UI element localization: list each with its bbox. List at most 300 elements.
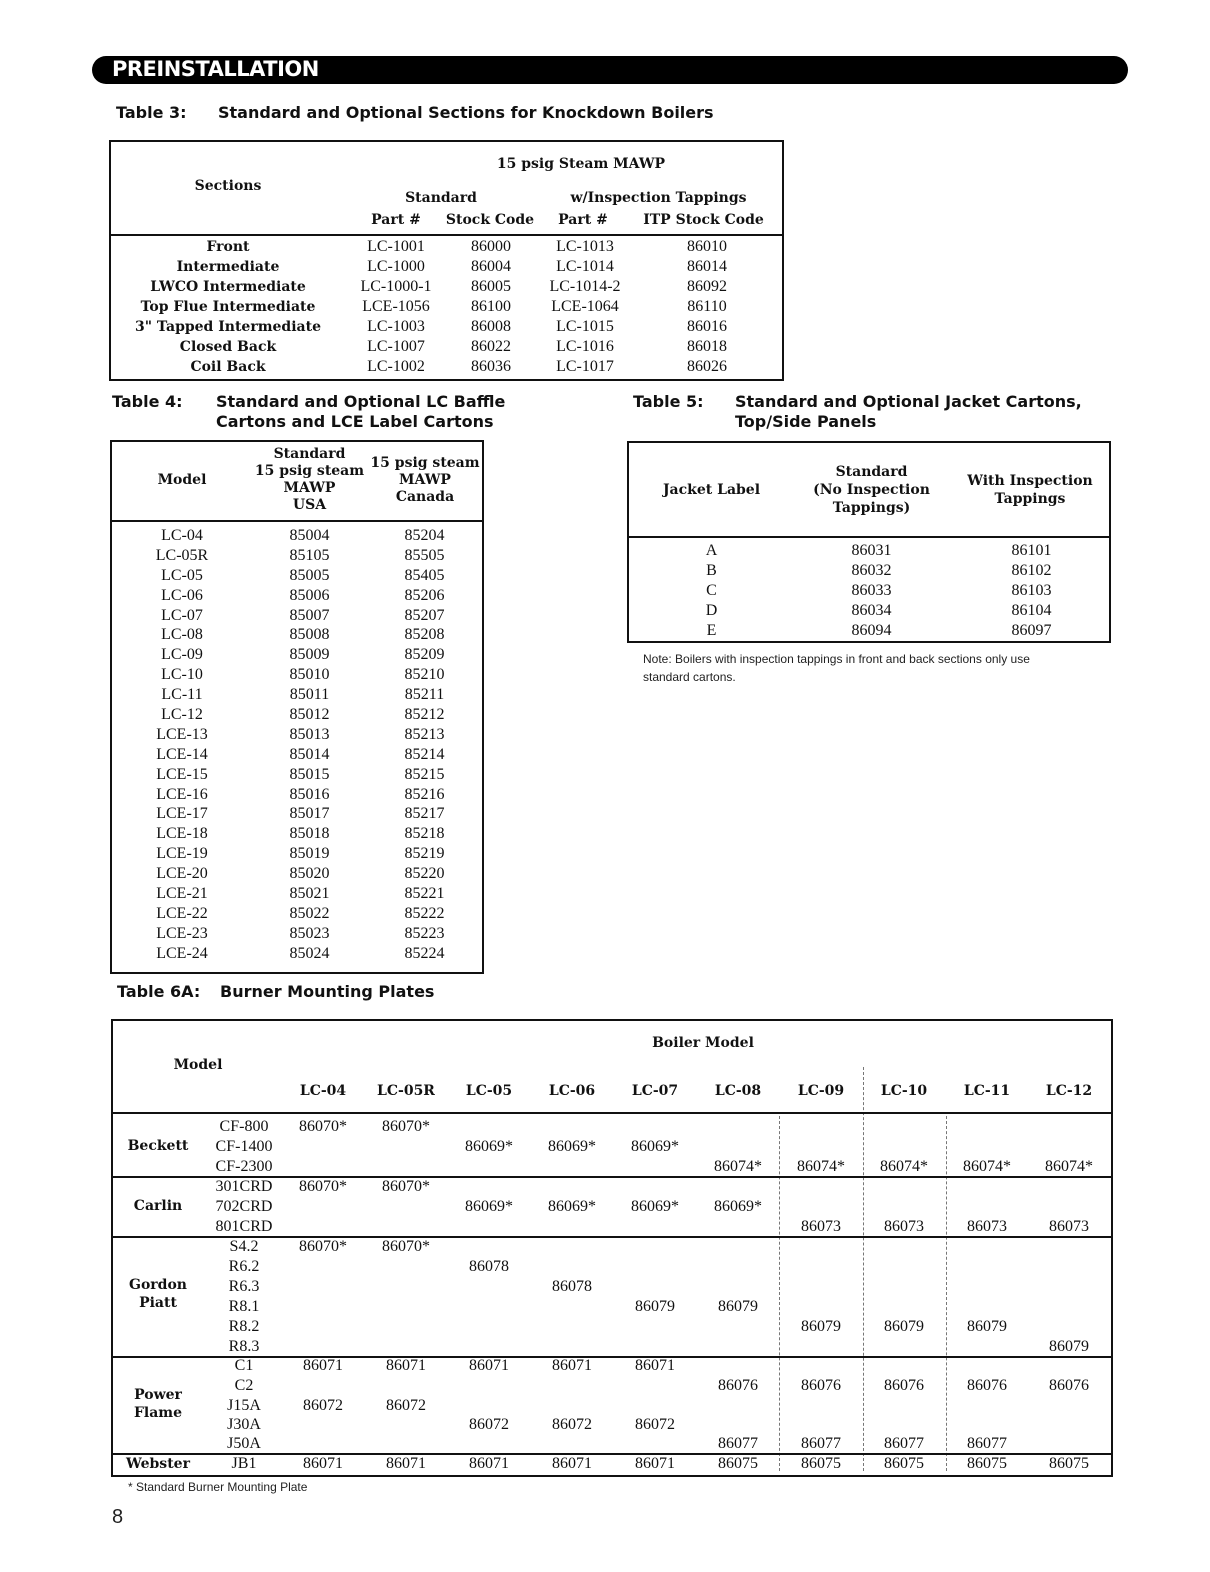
table-row [112, 745, 482, 765]
table5-caption [633, 392, 1113, 434]
table5-body [629, 541, 1109, 641]
cell-usa: 85024 [289, 944, 330, 962]
cell-usa: 85020 [289, 865, 330, 883]
cell-value: 86073 [801, 1218, 841, 1235]
cell-model: LCE-14 [156, 745, 208, 763]
cell-std-stock: 86008 [471, 318, 511, 335]
cell-canada: 85209 [404, 646, 445, 664]
brand-power-flame [113, 1386, 203, 1422]
burner-model: J50A [227, 1435, 261, 1452]
column-divider [779, 1116, 780, 1471]
cell-value: 86079 [801, 1318, 841, 1335]
cell-usa: 85018 [289, 825, 330, 843]
table3-header-mawp: 15 psig Steam MAWP [496, 156, 666, 172]
cell-itp-stock: 86016 [687, 318, 727, 335]
cell-model: LCE-18 [156, 825, 208, 843]
cell-model: LC-05R [155, 546, 209, 564]
cell-usa: 85004 [289, 527, 330, 544]
cell-value: 86071 [635, 1455, 675, 1472]
table-row [111, 317, 782, 337]
table-row [112, 864, 482, 884]
cell-canada: 85505 [404, 546, 445, 564]
table5-title-line1: Standard and Optional Jacket Cartons, [735, 392, 1082, 411]
table4-header-usa-line: Standard [273, 446, 346, 462]
cell-usa: 85010 [289, 666, 330, 684]
cell-inspection: 86101 [1011, 542, 1052, 559]
table5 [627, 441, 1111, 643]
cell-usa: 85105 [289, 546, 330, 564]
cell-value: 86079 [967, 1318, 1007, 1335]
table3-header-sections: Sections [194, 178, 262, 194]
table-row [112, 546, 482, 566]
burner-model: C1 [234, 1357, 254, 1374]
cell-standard: 86032 [851, 562, 892, 579]
burner-model: C2 [234, 1377, 254, 1394]
cell-std-part: LC-1003 [367, 318, 425, 335]
cell-usa: 85016 [289, 785, 330, 803]
table4-header-divider [112, 520, 482, 522]
cell-canada: 85219 [404, 845, 445, 863]
cell-value: 86074* [797, 1158, 845, 1175]
col-header: LC-05R [377, 1083, 435, 1099]
cell-itp-stock: 86010 [687, 238, 727, 255]
section-banner [92, 56, 1128, 84]
table6a-header-divider [113, 1112, 1111, 1114]
table6a-header-model: Model [173, 1057, 223, 1073]
table-row [629, 541, 1109, 561]
table4-header-canada-line: MAWP [399, 472, 451, 488]
table6a-title: Burner Mounting Plates [220, 982, 435, 1001]
cell-canada: 85206 [404, 586, 445, 604]
cell-value: 86079 [884, 1318, 924, 1335]
table4 [110, 440, 484, 974]
table-row [629, 561, 1109, 581]
cell-usa: 85005 [289, 566, 330, 584]
cell-value: 86071 [386, 1455, 426, 1472]
cell-model: LC-06 [161, 586, 203, 604]
burner-model: R8.1 [228, 1298, 260, 1315]
cell-value: 86071 [469, 1455, 509, 1472]
table-row [629, 601, 1109, 621]
cell-value: 86077 [884, 1435, 924, 1452]
col-header: LC-06 [548, 1083, 596, 1099]
table5-header-inspection-line: With Inspection [967, 473, 1093, 489]
burner-model: 301CRD [215, 1178, 273, 1195]
burner-model: JB1 [231, 1455, 257, 1472]
cell-value: 86073 [884, 1218, 924, 1235]
table4-body [112, 526, 482, 964]
cell-value: 86079 [635, 1298, 675, 1315]
table5-number: Table 5: [633, 392, 704, 411]
cell-std-part: LC-1002 [367, 358, 425, 375]
brand-beckett: Beckett [127, 1138, 189, 1154]
brand-line: Power [134, 1387, 182, 1403]
table3-title: Standard and Optional Sections for Knockdown Boilers [218, 103, 714, 122]
cell-model: LC-08 [161, 626, 203, 644]
cell-value: 86076 [884, 1377, 924, 1394]
table5-note-line: Note: Boilers with inspection tappings in front and back sections only use [643, 652, 1030, 666]
table-row [112, 586, 482, 606]
cell-model: LCE-15 [156, 765, 208, 783]
cell-canada: 85405 [404, 566, 445, 584]
cell-value: 86070* [382, 1178, 430, 1195]
table-row [111, 237, 782, 257]
table-row [112, 824, 482, 844]
table3-number: Table 3: [116, 103, 187, 122]
cell-canada: 85221 [404, 885, 445, 903]
table5-header-divider [629, 536, 1109, 538]
cell-canada: 85224 [404, 944, 445, 962]
table5-header-standard [794, 463, 949, 517]
cell-model: LCE-20 [156, 865, 208, 883]
cell-canada: 85204 [404, 527, 445, 544]
cell-canada: 85211 [404, 686, 445, 704]
cell-value: 86071 [303, 1455, 343, 1472]
burner-model: J30A [227, 1416, 261, 1433]
cell-canada: 85223 [404, 924, 445, 942]
cell-model: LCE-22 [156, 904, 208, 922]
table-row [112, 844, 482, 864]
cell-canada: 85208 [404, 626, 445, 644]
table5-header-standard-line: (No Inspection [813, 482, 930, 498]
cell-itp-part: LC-1014 [556, 258, 614, 275]
cell-value: 86072 [303, 1397, 343, 1414]
cell-value: 86075 [884, 1455, 924, 1472]
table-row [111, 337, 782, 357]
cell-value: 86077 [718, 1435, 758, 1452]
cell-section: Intermediate [176, 259, 280, 275]
cell-value: 86076 [718, 1377, 758, 1394]
cell-value: 86071 [303, 1357, 343, 1374]
table4-caption [112, 392, 592, 434]
cell-canada: 85213 [404, 725, 445, 743]
table3-caption [116, 103, 816, 125]
cell-value: 86078 [469, 1258, 509, 1275]
cell-value: 86071 [469, 1357, 509, 1374]
cell-std-stock: 86004 [471, 258, 511, 275]
col-header: LC-12 [1045, 1083, 1093, 1099]
cell-value: 86070* [299, 1238, 347, 1255]
burner-model: R8.2 [228, 1318, 260, 1335]
table5-header-inspection-line: Tappings [994, 491, 1066, 507]
table5-header-standard-line: Standard [835, 464, 908, 480]
cell-canada: 85210 [404, 666, 445, 684]
cell-model: LC-11 [161, 686, 203, 704]
brand-carlin: Carlin [133, 1198, 183, 1214]
cell-model: LC-04 [161, 527, 203, 544]
cell-value: 86076 [801, 1377, 841, 1394]
cell-canada: 85207 [404, 606, 445, 624]
table3 [109, 140, 784, 381]
cell-std-part: LCE-1056 [362, 298, 430, 315]
cell-itp-part: LC-1016 [556, 338, 614, 355]
burner-model: S4.2 [229, 1238, 259, 1255]
cell-standard: 86031 [851, 542, 892, 559]
cell-section: 3" Tapped Intermediate [135, 319, 321, 335]
table5-header-inspection [954, 472, 1106, 508]
cell-itp-stock: 86092 [687, 278, 727, 295]
column-divider [863, 1067, 864, 1471]
table-row [112, 924, 482, 944]
cell-itp-stock: 86110 [687, 298, 727, 315]
table-row [112, 685, 482, 705]
cell-model: LCE-19 [156, 845, 208, 863]
cell-model: LCE-13 [156, 725, 208, 743]
cell-value: 86074* [963, 1158, 1011, 1175]
table6a-footnote: * Standard Burner Mounting Plate [128, 1480, 308, 1494]
col-header: LC-11 [963, 1083, 1011, 1099]
cell-canada: 85217 [404, 805, 445, 823]
table-row [112, 566, 482, 586]
cell-model: LC-12 [161, 706, 203, 724]
table-row [112, 665, 482, 685]
cell-model: LC-09 [161, 646, 203, 664]
col-header: LC-05 [465, 1083, 513, 1099]
cell-label: B [706, 562, 717, 579]
cell-value: 86069* [631, 1198, 679, 1215]
cell-std-part: LC-1007 [367, 338, 425, 355]
cell-std-stock: 86036 [471, 358, 511, 375]
cell-value: 86072 [386, 1397, 426, 1414]
cell-value: 86072 [552, 1416, 592, 1433]
table3-header-divider [111, 234, 782, 236]
cell-model: LC-07 [161, 606, 203, 624]
table4-number: Table 4: [112, 392, 183, 411]
table5-title-line2: Top/Side Panels [735, 412, 877, 431]
table4-header-canada [368, 455, 482, 506]
cell-itp-stock: 86014 [687, 258, 727, 275]
burner-model: R6.2 [228, 1258, 260, 1275]
cell-usa: 85011 [289, 686, 330, 704]
table5-header-standard-line: Tappings) [832, 500, 911, 516]
table3-header-standard: Standard [405, 190, 477, 206]
cell-value: 86075 [801, 1455, 841, 1472]
cell-value: 86070* [299, 1118, 347, 1135]
brand-line: Piatt [139, 1295, 177, 1311]
table-row [112, 884, 482, 904]
cell-value: 86073 [1049, 1218, 1089, 1235]
cell-canada: 85216 [404, 785, 445, 803]
cell-std-part: LC-1001 [367, 238, 425, 255]
cell-value: 86077 [967, 1435, 1007, 1452]
burner-model: 801CRD [215, 1218, 273, 1235]
cell-inspection: 86104 [1011, 602, 1052, 619]
table-row [111, 257, 782, 277]
burner-model: 702CRD [215, 1198, 273, 1215]
cell-std-stock: 86000 [471, 238, 511, 255]
cell-value: 86069* [465, 1198, 513, 1215]
table-row [111, 277, 782, 297]
table4-header-canada-line: Canada [395, 489, 455, 505]
cell-inspection: 86097 [1011, 622, 1052, 639]
cell-value: 86075 [967, 1455, 1007, 1472]
cell-itp-part: LCE-1064 [551, 298, 619, 315]
table4-title-line2: Cartons and LCE Label Cartons [216, 412, 494, 431]
brand-line: Gordon [129, 1277, 187, 1293]
table6a-caption [117, 982, 597, 1004]
table4-header-usa-line: USA [292, 497, 327, 513]
table-row [111, 297, 782, 317]
cell-canada: 85212 [404, 706, 445, 724]
cell-std-part: LC-1000 [367, 258, 425, 275]
cell-model: LCE-23 [156, 924, 208, 942]
cell-standard: 86033 [851, 582, 892, 599]
table3-header-part2: Part # [558, 212, 608, 228]
cell-section: Coil Back [190, 359, 266, 375]
cell-canada: 85214 [404, 745, 445, 763]
cell-usa: 85007 [289, 606, 330, 624]
cell-section: LWCO Intermediate [150, 279, 306, 295]
table5-note [643, 650, 1093, 686]
table3-header-itp-stock-code: ITP Stock Code [643, 212, 764, 228]
table3-header-inspection: w/Inspection Tappings [570, 190, 747, 206]
cell-value: 86069* [548, 1198, 596, 1215]
cell-value: 86070* [299, 1178, 347, 1195]
cell-value: 86074* [714, 1158, 762, 1175]
table5-note-line: standard cartons. [643, 670, 736, 684]
table-row [112, 785, 482, 805]
table4-header-model: Model [157, 472, 207, 488]
cell-value: 86074* [1045, 1158, 1093, 1175]
cell-value: 86079 [718, 1298, 758, 1315]
table-row [112, 765, 482, 785]
cell-value: 86076 [967, 1377, 1007, 1394]
cell-model: LCE-21 [156, 885, 208, 903]
table-row [112, 606, 482, 626]
cell-value: 86072 [469, 1416, 509, 1433]
cell-value: 86071 [386, 1357, 426, 1374]
table-row [629, 621, 1109, 641]
cell-value: 86071 [635, 1357, 675, 1374]
cell-model: LCE-24 [156, 944, 208, 962]
cell-model: LC-05 [161, 566, 203, 584]
brand-webster: Webster [126, 1456, 190, 1472]
table4-header-usa-line: MAWP [283, 480, 336, 496]
cell-itp-part: LC-1014-2 [549, 278, 621, 295]
table4-header-usa [252, 446, 367, 514]
cell-value: 86069* [631, 1138, 679, 1155]
cell-model: LCE-16 [156, 785, 208, 803]
burner-model: CF-800 [219, 1118, 269, 1135]
cell-value: 86069* [548, 1138, 596, 1155]
cell-value: 86074* [880, 1158, 928, 1175]
table-row [112, 725, 482, 745]
cell-value: 86071 [552, 1357, 592, 1374]
table-row [112, 705, 482, 725]
cell-itp-stock: 86026 [687, 358, 727, 375]
cell-canada: 85218 [404, 825, 445, 843]
cell-value: 86075 [1049, 1455, 1089, 1472]
cell-value: 86069* [714, 1198, 762, 1215]
section-banner-title: PREINSTALLATION [112, 57, 319, 81]
col-header: LC-04 [299, 1083, 347, 1099]
cell-usa: 85022 [289, 904, 330, 922]
table-row [112, 804, 482, 824]
table-row [112, 526, 482, 546]
cell-usa: 85019 [289, 845, 330, 863]
burner-model: J15A [227, 1397, 261, 1414]
col-header: LC-08 [714, 1083, 762, 1099]
table-row [112, 904, 482, 924]
table-row [629, 581, 1109, 601]
table3-header-part: Part # [371, 212, 421, 228]
cell-std-stock: 86100 [471, 298, 511, 315]
table-row [112, 625, 482, 645]
cell-label: E [706, 622, 717, 639]
cell-usa: 85009 [289, 646, 330, 664]
table-row [111, 357, 782, 377]
cell-usa: 85021 [289, 885, 330, 903]
cell-label: D [705, 602, 718, 619]
cell-value: 86076 [1049, 1377, 1089, 1394]
cell-itp-stock: 86018 [687, 338, 727, 355]
table6a [111, 1019, 1113, 1477]
cell-usa: 85017 [289, 805, 330, 823]
cell-label: A [705, 542, 718, 559]
cell-std-stock: 86022 [471, 338, 511, 355]
cell-section: Closed Back [179, 339, 277, 355]
cell-standard: 86034 [851, 602, 892, 619]
table3-body [111, 237, 782, 377]
table5-header-jacket-label: Jacket Label [662, 482, 761, 498]
table-row [112, 645, 482, 665]
col-header: LC-07 [631, 1083, 679, 1099]
cell-itp-part: LC-1017 [556, 358, 614, 375]
cell-canada: 85220 [404, 865, 445, 883]
cell-usa: 85012 [289, 706, 330, 724]
cell-inspection: 86102 [1011, 562, 1052, 579]
page-number: 8 [112, 1506, 124, 1528]
burner-model: R8.3 [228, 1338, 260, 1355]
cell-canada: 85222 [404, 904, 445, 922]
cell-model: LCE-17 [156, 805, 208, 823]
cell-itp-part: LC-1013 [556, 238, 614, 255]
table4-header-usa-line: 15 psig steam [254, 463, 365, 479]
cell-std-part: LC-1000-1 [360, 278, 432, 295]
table6a-number: Table 6A: [117, 982, 201, 1001]
burner-model: CF-1400 [215, 1138, 273, 1155]
table3-header-stock-code: Stock Code [445, 212, 535, 228]
cell-value: 86069* [465, 1138, 513, 1155]
table4-title-line1: Standard and Optional LC Baffle [216, 392, 506, 411]
cell-std-stock: 86005 [471, 278, 511, 295]
cell-value: 86072 [635, 1416, 675, 1433]
brand-line: Flame [133, 1405, 183, 1421]
cell-value: 86070* [382, 1238, 430, 1255]
brand-gordon-piatt [113, 1276, 203, 1312]
cell-model: LC-10 [161, 666, 203, 684]
cell-usa: 85014 [289, 745, 330, 763]
cell-itp-part: LC-1015 [556, 318, 614, 335]
cell-label: C [706, 582, 717, 599]
table4-header-canada-line: 15 psig steam [370, 455, 480, 471]
cell-usa: 85013 [289, 725, 330, 743]
table6a-header-boiler-model: Boiler Model [652, 1035, 754, 1051]
cell-usa: 85006 [289, 586, 330, 604]
cell-value: 86079 [1049, 1338, 1089, 1355]
cell-usa: 85008 [289, 626, 330, 644]
burner-model: CF-2300 [215, 1158, 273, 1175]
cell-usa: 85015 [289, 765, 330, 783]
burner-model: R6.3 [228, 1278, 260, 1295]
cell-section: Top Flue Intermediate [140, 299, 316, 315]
cell-value: 86075 [718, 1455, 758, 1472]
cell-value: 86078 [552, 1278, 592, 1295]
cell-value: 86070* [382, 1118, 430, 1135]
cell-canada: 85215 [404, 765, 445, 783]
cell-standard: 86094 [851, 622, 892, 639]
table-row [112, 944, 482, 964]
